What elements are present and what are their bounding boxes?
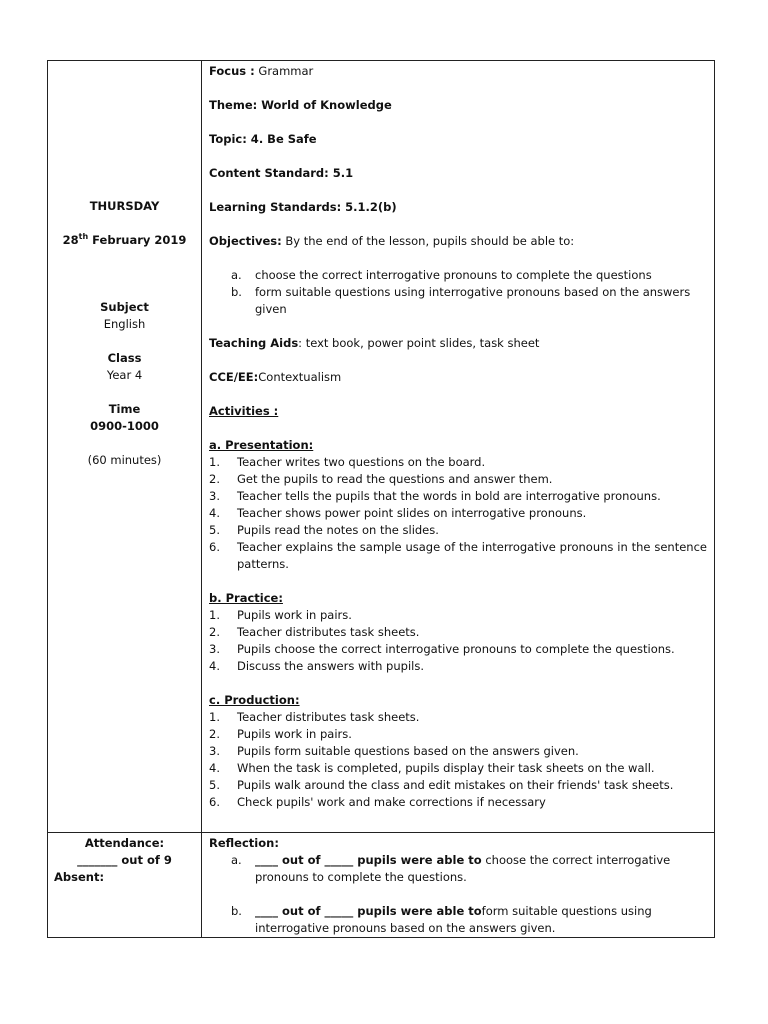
list-item: 6. Teacher explains the sample usage of the interrogative pronouns in the sentence patterns. [209, 540, 707, 571]
class-label: Class [107, 351, 142, 365]
focus-line: Focus : Grammar [209, 64, 314, 78]
reflection-label: Reflection: [209, 836, 279, 850]
practice-heading: b. Practice: [209, 591, 283, 605]
list-item: 4. Discuss the answers with pupils. [209, 659, 424, 673]
theme-line: Theme: World of Knowledge [209, 98, 392, 112]
time-value: 0900-1000 [90, 419, 159, 433]
topic-line: Topic: 4. Be Safe [209, 132, 317, 146]
list-item: 2. Get the pupils to read the questions and answer them. [209, 472, 553, 486]
attendance-cell [48, 833, 202, 938]
list-item: 4. When the task is completed, pupils display their task sheets on the wall. [209, 761, 655, 775]
list-item: 1. Pupils work in pairs. [209, 608, 352, 622]
list-item: 3. Pupils form suitable questions based on the answers given. [209, 744, 579, 758]
list-item: 3. Pupils choose the correct interrogative pronouns to complete the questions. [209, 642, 675, 656]
attendance-label: Attendance: [84, 836, 165, 850]
absent-label: Absent: [54, 870, 105, 884]
objectives-line: Objectives: By the end of the lesson, pupils should be able to: [209, 234, 575, 248]
date-label: 28th February 2019 [62, 232, 187, 247]
main-row [48, 61, 715, 833]
list-item: 5. Pupils walk around the class and edit mistakes on their friends' task sheets. [209, 778, 674, 792]
day-label: THURSDAY [89, 199, 160, 213]
lesson-plan-table [47, 60, 715, 938]
presentation-heading: a. Presentation: [209, 438, 314, 452]
time-label: Time [108, 402, 141, 416]
production-heading: c. Production: [209, 693, 300, 707]
reflection-cell [202, 833, 715, 938]
learning-standards-line: Learning Standards: 5.1.2(b) [209, 200, 397, 214]
duration-label: (60 minutes) [87, 453, 162, 467]
list-item: 4. Teacher shows power point slides on interrogative pronouns. [209, 506, 587, 520]
list-item: 3. Teacher tells the pupils that the words in bold are interrogative pronouns. [209, 489, 661, 503]
plan-cell [202, 61, 715, 833]
cce-line: CCE/EE:Contextualism [209, 370, 342, 384]
list-item: 5. Pupils read the notes on the slides. [209, 523, 439, 537]
list-item: 2. Pupils work in pairs. [209, 727, 352, 741]
list-item: 1. Teacher distributes task sheets. [209, 710, 420, 724]
teaching-aids-line: Teaching Aids: text book, power point slides, task sheet [209, 336, 540, 350]
attendance-count: _______ out of 9 [77, 853, 172, 867]
objective-item: b. form suitable questions using interrogative pronouns based on the answers given [231, 285, 691, 316]
content-standard-line: Content Standard: 5.1 [209, 166, 354, 180]
schedule-cell [48, 61, 202, 833]
activities-heading: Activities : [209, 404, 279, 418]
reflection-item: b. ____ out of _____ pupils were able toform suitable questions using interrogative pronouns based on the answers given. [231, 904, 652, 935]
class-value: Year 4 [106, 368, 143, 382]
list-item: 6. Check pupils' work and make corrections if necessary [209, 795, 546, 809]
subject-value: English [103, 317, 146, 331]
reflection-row [48, 833, 715, 938]
objective-item: a. choose the correct interrogative pronouns to complete the questions [231, 268, 652, 282]
reflection-item: a. ____ out of _____ pupils were able to choose the correct interrogative pronouns to complete the questions. [231, 853, 671, 884]
subject-label: Subject [100, 300, 149, 314]
list-item: 2. Teacher distributes task sheets. [209, 625, 420, 639]
list-item: 1. Teacher writes two questions on the board. [209, 455, 486, 469]
